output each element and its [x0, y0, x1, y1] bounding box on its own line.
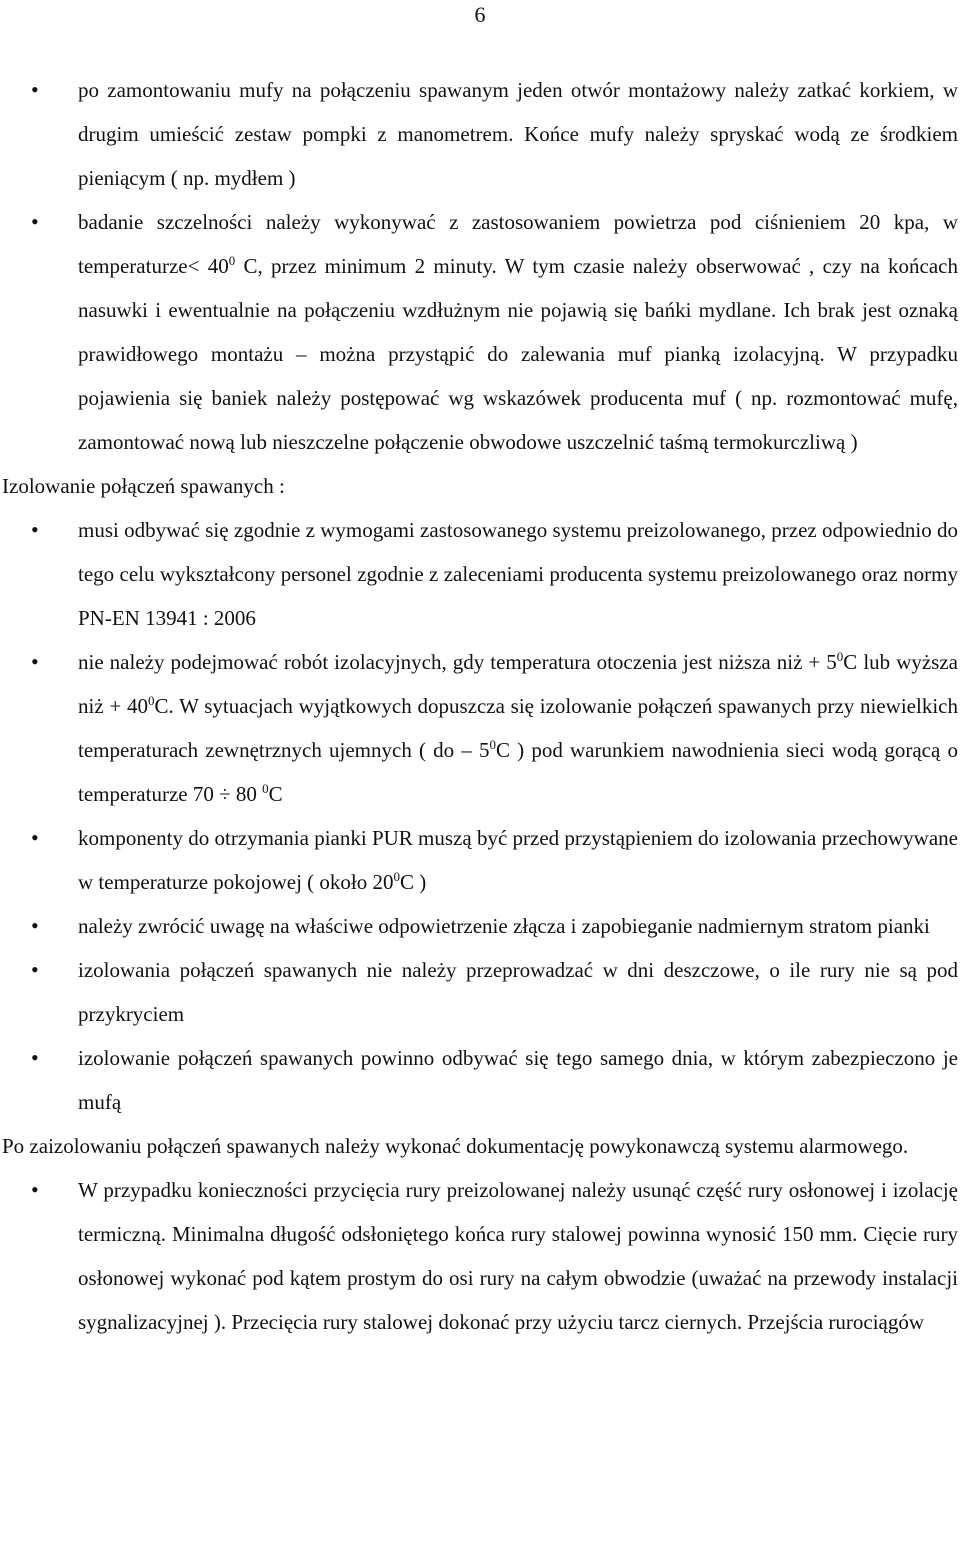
list-item: • nie należy podejmować robót izolacyjnych, gdy temperatura otoczenia jest niższa niż + $5^0C$ lub wyższa niż + $40^0C$. W sytuacjach wyjątkowych dopuszcza się izolowanie połączeń spawanych przy niewielkich temperaturach zewnętrznych ujemnych ( do – $5^0C$ ) pod warunkiem nawodnienia sieci wodą gorącą o temperaturze 70 ÷ 80 $^0$C [2, 640, 958, 816]
list-item: • badanie szczelności należy wykonywać z zastosowaniem powietrza pod ciśnieniem 20 kpa, w temperaturze< $40^0$ C, przez minimum 2 minuty. W tym czasie należy obserwować , czy na końcach nasuwki i ewentualnie na połączeniu wzdłużnym nie pojawią się bańki mydlane. Ich brak jest oznaką prawidłowego montażu – można przystąpić do zalewania muf pianką izolacyjną. W przypadku pojawienia się baniek należy postępować wg wskazówek producenta muf ( np. rozmontować mufę, zamontować nową lub nieszczelne połączenie obwodowe uszczelnić taśmą termokurczliwą ) [2, 200, 958, 464]
document-body [2, 68, 958, 1344]
list-item: • komponenty do otrzymania pianki PUR muszą być przed przystąpieniem do izolowania przechowywane w temperaturze pokojowej ( około $20^0C$ ) [2, 816, 958, 904]
bullet-list-2 [2, 508, 958, 1124]
list-item: • izolowania połączeń spawanych nie należy przeprowadzać w dni deszczowe, o ile rury nie są pod przykryciem [2, 948, 958, 1036]
bullet-list-1 [2, 68, 958, 464]
bullet-list-3 [2, 1168, 958, 1344]
list-item: • W przypadku konieczności przycięcia rury preizolowanej należy usunąć część rury osłonowej i izolację termiczną. Minimalna długość odsłoniętego końca rury stalowej powinna wynosić 150 mm. Cięcie rury osłonowej wykonać pod kątem prostym do osi rury na całym obwodzie (uważać na przewody instalacji sygnalizacyjnej ). Przecięcia rury stalowej dokonać przy użyciu tarcz ciernych. Przejścia rurociągów [2, 1168, 958, 1344]
list-item: • musi odbywać się zgodnie z wymogami zastosowanego systemu preizolowanego, przez odpowiednio do tego celu wykształcony personel zgodnie z zaleceniami producenta systemu preizolowanego oraz normy PN-EN 13941 : 2006 [2, 508, 958, 640]
list-item: • należy zwrócić uwagę na właściwe odpowietrzenie złącza i zapobieganie nadmiernym stratom pianki [2, 904, 958, 948]
section-heading: Izolowanie połączeń spawanych : [2, 474, 285, 498]
list-item: • izolowanie połączeń spawanych powinno odbywać się tego samego dnia, w którym zabezpieczono je mufą [2, 1036, 958, 1124]
paragraph: Po zaizolowaniu połączeń spawanych należy wykonać dokumentację powykonawczą systemu alarmowego. [2, 1134, 909, 1158]
page-number: 6 [474, 2, 486, 27]
list-item: • po zamontowaniu mufy na połączeniu spawanym jeden otwór montażowy należy zatkać korkiem, w drugim umieścić zestaw pompki z manometrem. Końce mufy należy spryskać wodą ze środkiem pieniącym ( np. mydłem ) [2, 68, 958, 200]
